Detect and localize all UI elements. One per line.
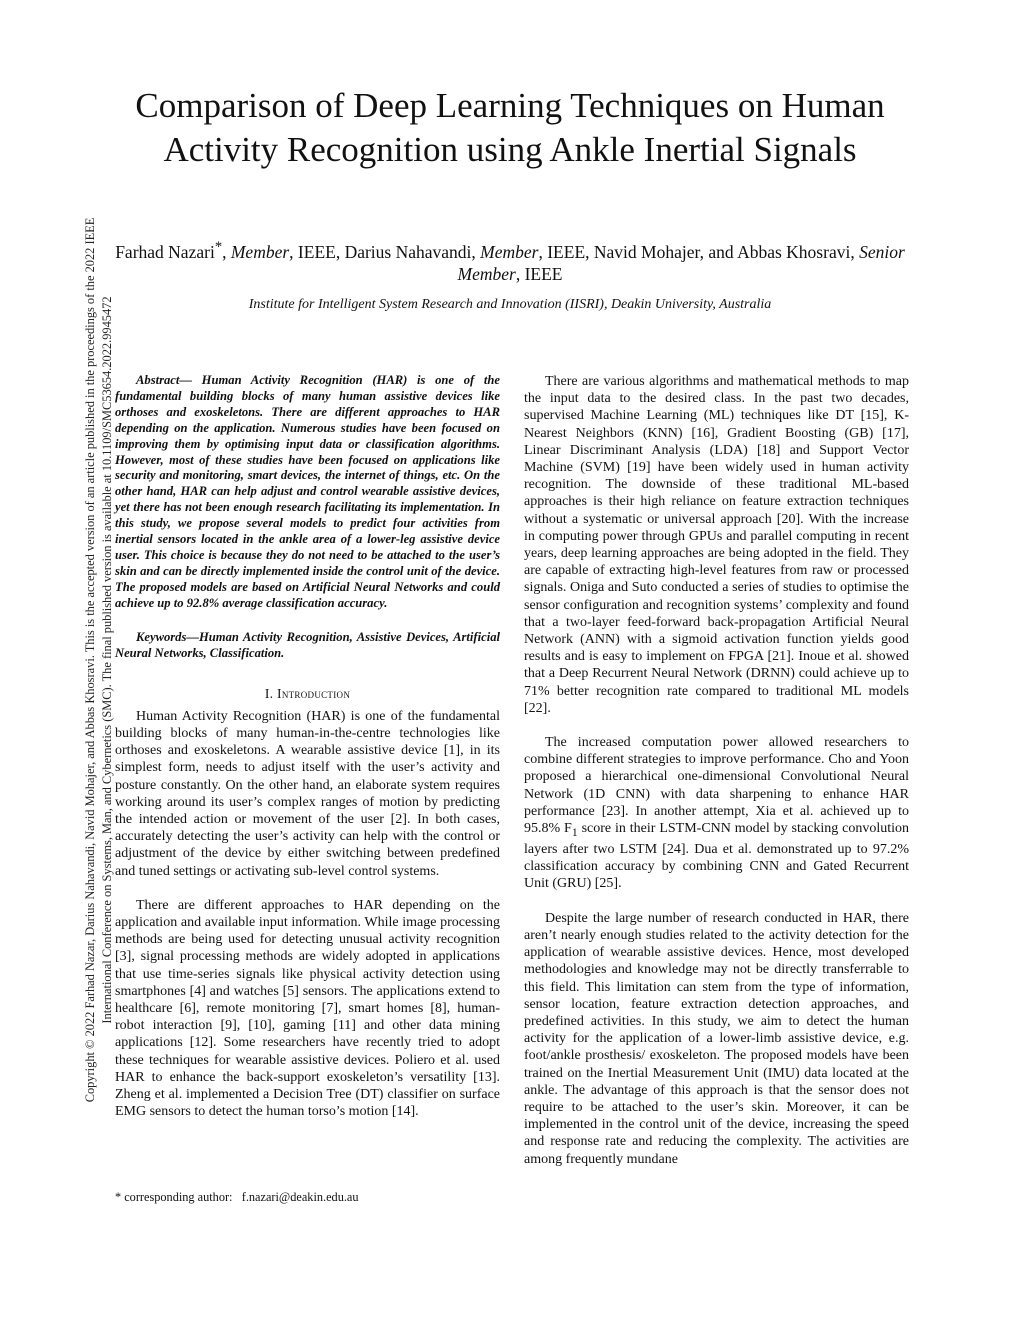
body-paragraph: Human Activity Recognition (HAR) is one of the fundamental building blocks of many human-in-the-centre technologies like orthoses and exoskeletons. A wearable assistive device [1], in its simplest form, needs to adjust itself with the user’s activity and posture constantly. On the other hand, an elaborate system requires working around its user’s complex ranges of motion by predicting the intended action or movement of the user [2]. In both cases, accurately detecting the user’s activity can help with the control or adjustment of the device by either switching between predefined and tuned settings or activating sub-level control systems. xyxy=(115,708,500,879)
keywords: Keywords—Human Activity Recognition, Assistive Devices, Artificial Neural Networks, Classification. xyxy=(115,629,500,660)
author-role: Senior Member xyxy=(457,241,905,284)
author-org: IEEE xyxy=(547,241,586,262)
affiliation: Institute for Intelligent System Research and Innovation (IISRI), Deakin University, Australia xyxy=(248,297,772,312)
corresponding-mark: * xyxy=(214,239,223,255)
side-note-line-1: Copyright © 2022 Farhad Nazar, Darius Nahavandi, Navid Mohajer, and Abbas Khosravi. This is the accepted version of an article published in the proceedings of the 2022 IEEE xyxy=(83,217,97,1103)
abstract xyxy=(115,373,500,612)
body-paragraph: There are different approaches to HAR depending on the application and available input information. While image processing methods are being used for detecting unusual activity recognition [3], signal processing methods are widely adopted in applications that use time-series signals like physical activity detection using smartphones [4] and watches [5] sensors. The applications extend to healthcare [6], remote monitoring [7], smart homes [8], human-robot interaction [9], [10], gaming [11] and other data mining applications [12]. Some researchers have recently tried to adopt these techniques for wearable assistive devices. Poliero et al. used HAR to enhance the back-support exoskeleton’s versatility [13]. Zheng et al. implemented a Decision Tree (DT) classifier on surface EMG sensors to detect the human torso’s motion [14]. xyxy=(115,897,500,1120)
footnote-label: * corresponding author: xyxy=(115,1190,233,1204)
abstract-text: Human Activity Recognition (HAR) is one of the fundamental building blocks of many human assistive devices like orthoses and exoskeletons. There are different approaches to HAR depending on the application. Numerous studies have been focused on improving them by optimising input data or classification algorithms. However, most of these studies have been focused on applications like security and monitoring, smart devices, the internet of things, etc. On the other hand, HAR can help adjust and control wearable assistive devices, yet there has not been enough research facilitating its implementation. In this study, we propose several models to predict four activities from inertial sensors located in the ankle area of a lower-leg assistive device user. This choice is because they do not need to be attached to the user’s skin and can be directly implemented inside the control unit of the device. The proposed models are based on Artificial Neural Networks and could achieve up to 92.8% average classification accuracy. xyxy=(115,373,500,610)
corresponding-author-footnote xyxy=(115,1190,359,1205)
section-number: I. xyxy=(264,685,274,701)
section-heading-introduction xyxy=(115,685,500,702)
author-name: Navid Mohajer xyxy=(593,241,700,262)
right-column xyxy=(524,373,909,1168)
section-title: Introduction xyxy=(277,685,351,701)
paper-title: Comparison of Deep Learning Techniques on Human Activity Recognition using Ankle Inertial Signals xyxy=(135,86,885,169)
author-role: Member xyxy=(480,241,539,262)
subscript: 1 xyxy=(571,825,578,839)
author-org: IEEE xyxy=(524,263,563,284)
author-name: Darius Nahavandi xyxy=(344,241,472,262)
author-role: Member xyxy=(230,241,290,262)
paragraph-text: score in their LSTM-CNN model by stacking convolution layers after two LSTM [24]. Dua et al. demonstrated up to 97.2% classification accuracy by combining CNN and Gated Recurrent Unit (GRU) [25]. xyxy=(524,821,909,892)
abstract-label: Abstract— xyxy=(136,373,192,387)
author-org: IEEE xyxy=(297,241,336,262)
body-paragraph: Despite the large number of research conducted in HAR, there aren’t nearly enough studies related to the activity detection for the application of wearable assistive devices. Hence, most developed methodologies and knowledge may not be directly transferrable to this field. This limitation can stem from the type of information, sensor location, feature extraction detection approaches, and predefined activities. In this study, we aim to detect the human activity for the application of a lower-limb assistive device, e.g. foot/ankle prosthesis/ exoskeleton. The proposed models have been trained on the Inertial Measurement Unit (IMU) data located at the ankle. The advantage of this approach is that the sensor does not require to be attached to the user’s skin. Moreover, it can be implemented in the control unit of the device, increasing the speed and response rate and reducing the complexity. The activities are among frequently mundane xyxy=(524,910,909,1167)
author-email: f.nazari@deakin.edu.au xyxy=(241,1190,359,1204)
author-name: Abbas Khosravi xyxy=(737,241,851,262)
author-list: Farhad Nazari*, Member, IEEE, Darius Nahavandi, Member, IEEE, Navid Mohajer, and Abbas Khosravi, Senior Member, IEEE xyxy=(115,239,905,284)
author-name: Farhad Nazari xyxy=(115,241,215,262)
body-paragraph xyxy=(524,734,909,893)
left-column xyxy=(115,373,500,1120)
author-conjunction: and xyxy=(708,241,734,262)
body-paragraph: There are various algorithms and mathematical methods to map the input data to the desired class. In the past two decades, supervised Machine Learning (ML) techniques like DT [15], K-Nearest Neighbors (KNN) [16], Gradient Boosting (GB) [17], Linear Discriminant Analysis (LDA) [18] and Support Vector Machine (SVM) [19] have been widely used in human activity recognition. The downside of these traditional ML-based approaches is their high reliance on feature extraction techniques without a systematic or universal approach [20]. With the increase in computing power through GPUs and parallel computing in recent years, deep learning approaches are being adopted in the field. They are capable of extracting high-level features from raw or processed signals. Oniga and Suto conducted a series of studies to optimise the sensor configuration and recognition systems’ complexity and found that a two-layer feed-forward back-propagation Artificial Neural Network (ANN) with a sigmoid activation function yields good results and is easy to implement on FPGA [21]. Inoue et al. showed that a Deep Recurrent Neural Network (DRNN) could achieve up to 71% better recognition rate compared to traditional ML models [22]. xyxy=(524,374,909,716)
paragraph-text: The increased computation power allowed researchers to combine different strategies to improve performance. Cho and Yoon proposed a hierarchical one-dimensional Convolutional Neural Network (1D CNN) with data sharpening to enhance HAR performance [23]. In another attempt, Xia et al. achieved up to 95.8% F xyxy=(524,735,909,837)
side-note-line-2: International Conference on Systems, Man, and Cybernetics (SMC). The final published version is available at 10.1109/SMC53654.2022.9945472 xyxy=(100,296,114,1024)
